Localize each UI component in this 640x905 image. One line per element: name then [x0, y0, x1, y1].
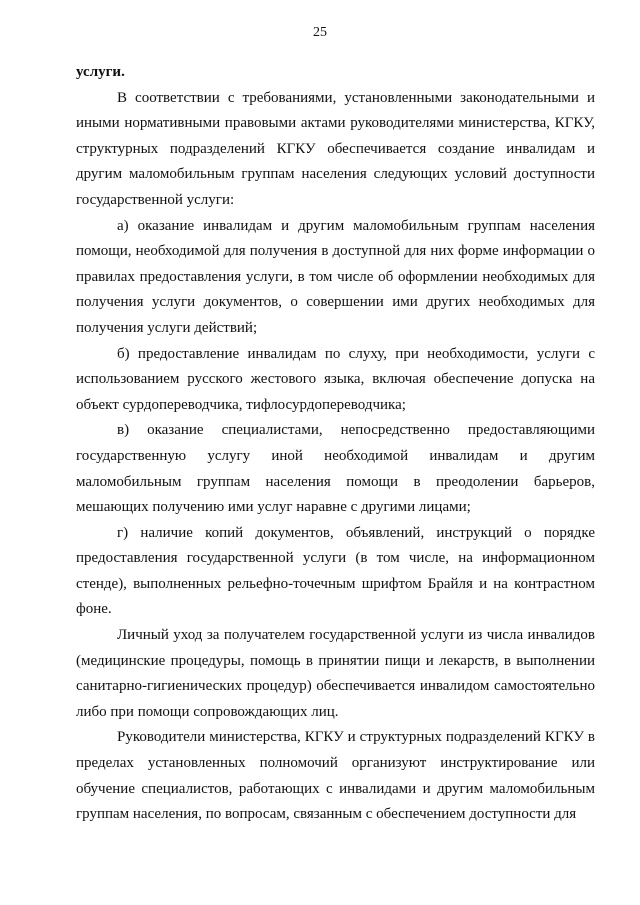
paragraph-item-b: б) предоставление инвалидам по слуху, при необходимости, услуги с использованием русского жестового языка, включая обеспечение допуска на объект сурдопереводчика, тифлосурдопереводчика; — [76, 345, 595, 413]
paragraph-personal-care: Личный уход за получателем государственной услуги из числа инвалидов (медицинские процедуры, помощь в принятии пищи и лекарств, в выполнении санитарно-гигиенических процедур) обеспечивается инвалидом самостоятельно либо при помощи сопровождающих лиц. — [76, 627, 595, 720]
page-number: 25 — [313, 25, 327, 40]
paragraph-accessibility-conditions: В соответствии с требованиями, установленными законодательными и иными нормативными правовыми актами руководителями министерства, КГКУ, структурных подразделений КГКУ обеспечивается создание инвалидам и другим маломобильным группам населения следующих условий доступности государственной услуги: — [76, 89, 595, 208]
document-body — [76, 60, 595, 828]
paragraph-continuation — [76, 60, 595, 86]
paragraph-staff-training: Руководители министерства, КГКУ и структурных подразделений КГКУ в пределах установленных полномочий организуют инструктирование или обучение специалистов, работающих с инвалидами и другим маломобильным группам населения, по вопросам, связанным с обеспечением доступности для — [76, 729, 595, 823]
paragraph-item-v: в) оказание специалистами, непосредственно предоставляющими государственную услугу иной необходимой инвалидам и другим маломобильным группам населения помощи в преодолении барьеров, мешающих получению ими услуг наравне с другими лицами; — [76, 422, 595, 516]
continuation-word: услуги. — [76, 64, 125, 80]
paragraph-item-a: а) оказание инвалидам и другим маломобильным группам населения помощи, необходимой для получения в доступной для них форме информации о правилах предоставления услуги, в том числе об оформлении необходимых для получения услуги документов, о совершении ими других необходимых для получения услуги действий; — [76, 217, 595, 336]
paragraph-item-g: г) наличие копий документов, объявлений, инструкций о порядке предоставления государственной услуги (в том числе, на информационном стенде), выполненных рельефно-точечным шрифтом Брайля и на контрастном фоне. — [76, 524, 595, 618]
